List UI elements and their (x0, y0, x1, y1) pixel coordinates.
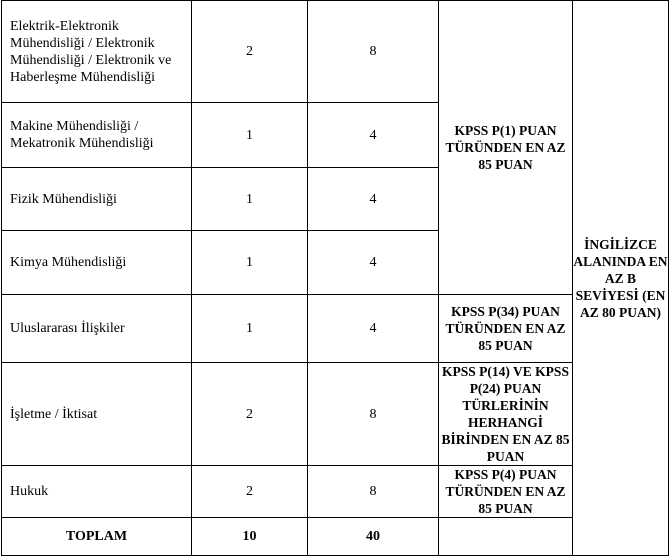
quota-cell: 1 (192, 295, 308, 363)
quota-cell: 1 (192, 103, 308, 168)
requirement-cell-kpss-p1: KPSS P(1) PUAN TÜRÜNDEN EN AZ 85 PUAN (439, 1, 573, 295)
requirement-cell-kpss-p4: KPSS P(4) PUAN TÜRÜNDEN EN AZ 85 PUAN (439, 466, 573, 518)
quota-cell: 2 (192, 466, 308, 518)
language-requirement-cell: İNGİLİZCE ALANINDA EN AZ B SEVİYESİ (EN AZ 80 PUAN) (573, 1, 669, 556)
department-cell: Hukuk (2, 466, 192, 518)
quota-cell: 1 (192, 168, 308, 231)
quota-cell: 2 (192, 363, 308, 466)
quota-cell: 8 (308, 466, 439, 518)
requirements-table (1, 0, 669, 556)
quota-cell: 4 (308, 231, 439, 295)
table-row (2, 363, 669, 466)
quota-cell: 4 (308, 168, 439, 231)
quota-cell: 4 (308, 103, 439, 168)
quota-cell: 2 (192, 1, 308, 103)
quota-cell: 4 (308, 295, 439, 363)
table-row (2, 1, 669, 103)
empty-cell (439, 518, 573, 556)
quota-cell: 1 (192, 231, 308, 295)
requirement-cell-kpss-p34: KPSS P(34) PUAN TÜRÜNDEN EN AZ 85 PUAN (439, 295, 573, 363)
department-cell: Elektrik-Elektronik Mühendisliği / Elektronik Mühendisliği / Elektronik ve Haberleşme Mühendisliği (2, 1, 192, 103)
total-quota-cell: 40 (308, 518, 439, 556)
requirement-cell-kpss-p14-p24: KPSS P(14) VE KPSS P(24) PUAN TÜRLERİNİN HERHANGİ BİRİNDEN EN AZ 85 PUAN (439, 363, 573, 466)
department-cell: Kimya Mühendisliği (2, 231, 192, 295)
quota-cell: 8 (308, 363, 439, 466)
quota-cell: 8 (308, 1, 439, 103)
department-cell: Uluslararası İlişkiler (2, 295, 192, 363)
department-cell: İşletme / İktisat (2, 363, 192, 466)
table-row (2, 295, 669, 363)
total-quota-cell: 10 (192, 518, 308, 556)
department-cell: Fizik Mühendisliği (2, 168, 192, 231)
department-cell: Makine Mühendisliği / Mekatronik Mühendisliği (2, 103, 192, 168)
table-row (2, 466, 669, 518)
total-row (2, 518, 669, 556)
total-label: TOPLAM (2, 518, 192, 556)
